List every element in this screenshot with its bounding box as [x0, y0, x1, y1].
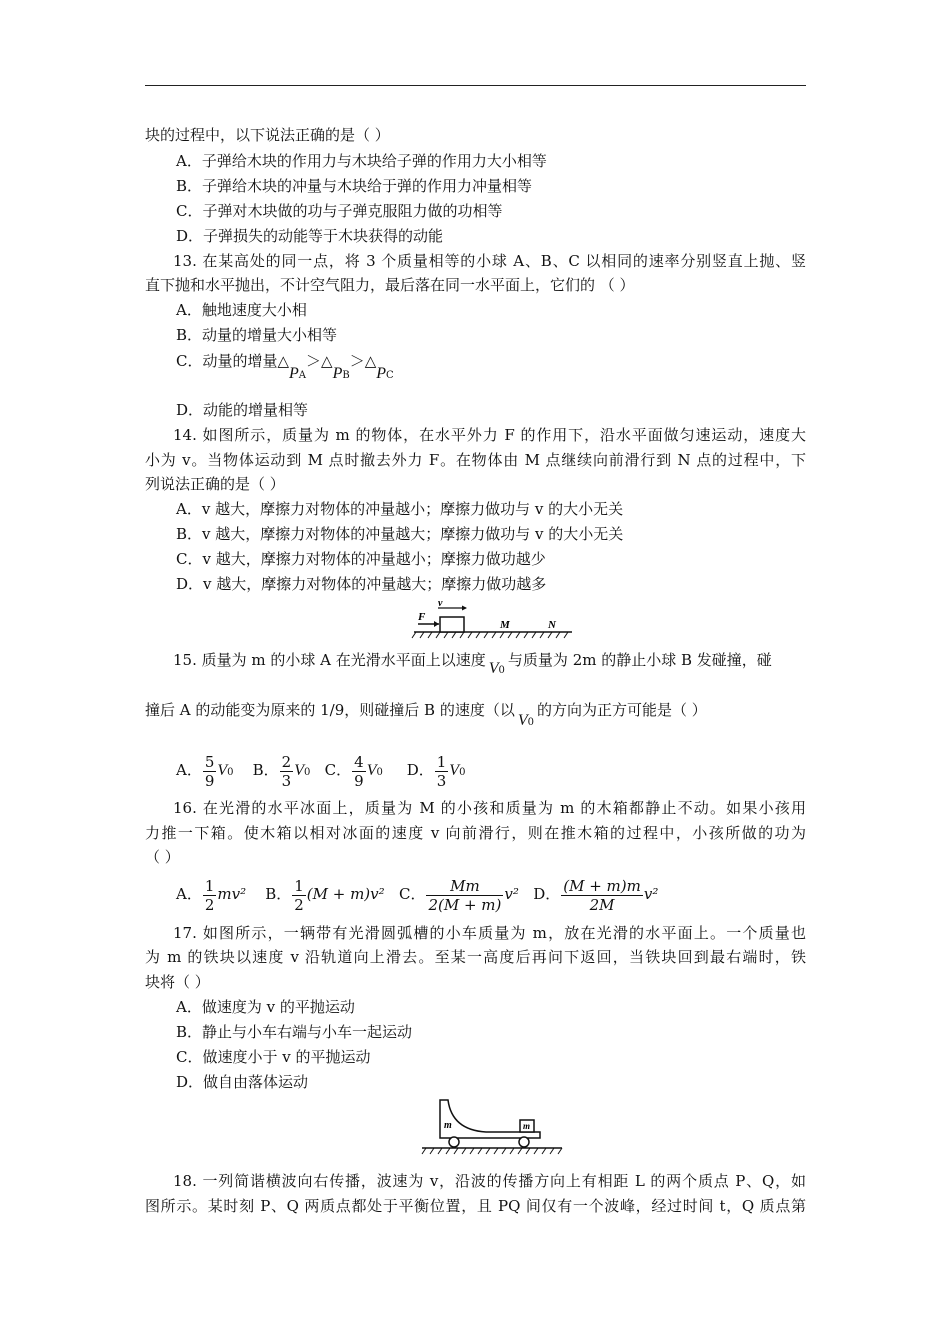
q15-text-b: 与质量为 2m 的静止小球 B 发碰撞，碰 — [507, 651, 772, 669]
fig-label-n: N — [548, 619, 556, 631]
fraction: $\frac{1}{3}$ — [436, 752, 447, 790]
fraction: $\frac{(M + m)m}{2M}$ — [563, 876, 641, 914]
q16-option-c-expr: v² — [504, 885, 519, 903]
q13-option-c — [176, 350, 806, 382]
v0-sub: 0 — [459, 767, 466, 778]
q18-stem-line2: 图所示。某时刻 P、Q 两质点都处于平衡位置，且 PQ 间仅有一个波峰，经过时间 t，Q 质点第 — [145, 1197, 806, 1215]
q17-option-d: D．做自由落体运动 — [176, 1073, 309, 1091]
q17-stem-line2: 为 m 的铁块以速度 v 沿轨道向上滑去。至某一高度后再问下返回，当铁块回到最右端时，铁 — [145, 948, 806, 966]
v0-symbol: V — [217, 762, 228, 779]
q17-stem-line3: 块将（ ） — [145, 973, 210, 991]
v0-sub: 0 — [227, 767, 234, 778]
q13-stem-line2: 直下抛和水平抛出，不计空气阻力，最后落在同一水平面上，它们的 （ ） — [145, 276, 635, 294]
v0-sub: 0 — [498, 665, 505, 676]
q13-stem-line1: 13. 在某高处的同一点，将 3 个质量相等的小球 A、B、C 以相同的速率分别竖直上抛、竖 — [173, 252, 806, 270]
v0-symbol: V — [449, 762, 460, 779]
q16-option-d-label: D． — [533, 885, 561, 903]
q12-option-d: D．子弹损失的动能等于木块获得的动能 — [176, 227, 444, 245]
q15-text-a: 15. 质量为 m 的小球 A 在光滑水平面上以速度 — [173, 651, 486, 669]
q15-option-d-label: D． — [406, 761, 434, 779]
q15-options — [176, 752, 806, 791]
momentum-pc: P — [376, 365, 387, 382]
fraction: $\frac{Mm}{2(M + m)}$ — [428, 876, 502, 914]
q14-option-d: D．v 越大，摩擦力对物体的冲量越大；摩擦力做功越多 — [176, 575, 547, 593]
q17-stem-line1: 17. 如图所示，一辆带有光滑圆弧槽的小车质量为 m，放在光滑的水平面上。一个质量也 — [173, 924, 806, 942]
q13-option-d: D．动能的增量相等 — [176, 401, 309, 419]
v0-symbol: V — [488, 660, 499, 677]
q14-option-b: B．v 越大，摩擦力对物体的冲量越大；摩擦力做功与 v 的大小无关 — [176, 525, 624, 543]
q12-option-a: A．子弹给木块的作用力与木块给子弹的作用力大小相等 — [176, 152, 547, 170]
q16-stem-line2: 力推一下箱。使木箱以相对冰面的速度 v 向前滑行，则在推木箱的过程中，小孩所做的功为 — [145, 824, 806, 842]
greater-than: ＞△ — [306, 352, 333, 370]
q18-stem-line1: 18. 一列简谐横波向右传播，波速为 v，沿波的传播方向上有相距 L 的两个质点 P、Q，如 — [173, 1172, 806, 1190]
q16-options — [176, 876, 806, 914]
fraction: $\frac{1}{2}$ — [204, 876, 215, 914]
q13-option-a: A．触地速度大小相 — [176, 301, 307, 319]
fraction: $\frac{4}{9}$ — [354, 752, 364, 790]
q17-option-b: B．静止与小车右端与小车一起运动 — [176, 1023, 413, 1041]
fig-label-v: v — [438, 598, 443, 609]
q14-option-a: A．v 越大，摩擦力对物体的冲量越小；摩擦力做功与 v 的大小无关 — [176, 500, 624, 518]
q14-stem-line2: 小为 v。当物体运动到 M 点时撤去外力 F。在物体由 M 点继续向前滑行到 N 点的过程中，下 — [145, 451, 806, 469]
q16-option-b-label: B． — [265, 885, 292, 903]
continued-question-line: 块的过程中，以下说法正确的是（ ） — [145, 126, 390, 144]
subscript-c: C — [386, 370, 394, 381]
fig-label-m: M — [500, 619, 510, 631]
q15-option-c-label: C． — [324, 761, 352, 779]
header-rule — [145, 85, 806, 86]
q17-option-c: C．做速度小于 v 的平抛运动 — [176, 1048, 371, 1066]
momentum-pb: P — [332, 365, 343, 382]
fraction: $\frac{5}{9}$ — [204, 752, 215, 790]
q16-option-c-label: C． — [398, 885, 426, 903]
q16-option-b-expr: (M + m)v² — [306, 885, 385, 903]
q14-stem-line3: 列说法正确的是（ ） — [145, 475, 285, 493]
q15-text-c: 撞后 A 的动能变为原来的 1/9，则碰撞后 B 的速度（以 — [145, 701, 515, 719]
q15-text-d: 的方向为正方可能是（ ） — [537, 701, 707, 719]
q17-figure — [420, 1094, 565, 1158]
fraction: $\frac{1}{2}$ — [294, 876, 304, 914]
momentum-pa: P — [289, 365, 299, 382]
q15-option-b-label: B． — [252, 761, 279, 779]
fraction: $\frac{2}{3}$ — [281, 752, 292, 790]
q16-stem-line1: 16. 在光滑的水平冰面上，质量为 M 的小孩和质量为 m 的木箱都静止不动。如果小孩用 — [173, 799, 806, 817]
fig-label-f: F — [418, 611, 426, 623]
q14-stem-line1: 14. 如图所示，质量为 m 的物体，在水平外力 F 的作用下，沿水平面做匀速运动，速度大 — [173, 426, 806, 444]
v0-symbol: V — [517, 712, 528, 729]
q12-option-c: C．子弹对木块做的功与子弹克服阻力做的功相等 — [176, 202, 503, 220]
q14-figure — [410, 598, 575, 640]
fig-label-block-mass: m — [523, 1121, 531, 1131]
q15-stem-line2 — [145, 699, 806, 729]
v0-sub: 0 — [527, 717, 534, 728]
q14-option-c: C．v 越大，摩擦力对物体的冲量越小；摩擦力做功越少 — [176, 550, 546, 568]
fig-label-cart-mass: m — [444, 1120, 452, 1131]
v0-symbol: V — [294, 762, 304, 779]
v0-symbol: V — [366, 762, 377, 779]
q13-option-b: B．动量的增量大小相等 — [176, 326, 338, 344]
q16-option-a-label: A． — [176, 885, 202, 903]
q15-stem-line1 — [173, 649, 806, 677]
q15-option-a-label: A． — [176, 761, 202, 779]
q17-option-a: A．做速度为 v 的平抛运动 — [176, 998, 355, 1016]
q13-option-c-label: C．动量的增量△ — [176, 352, 290, 370]
subscript-a: A — [298, 370, 307, 381]
v0-sub: 0 — [303, 767, 311, 778]
q16-stem-line3: （ ） — [145, 848, 180, 866]
subscript-b: B — [342, 370, 350, 381]
q12-option-b: B．子弹给木块的冲量与木块给于弹的作用力冲量相等 — [176, 177, 533, 195]
greater-than: ＞△ — [349, 352, 377, 370]
q16-option-a-expr: mv² — [217, 885, 247, 903]
v0-sub: 0 — [376, 767, 383, 778]
q16-option-d-expr: v² — [643, 885, 659, 903]
